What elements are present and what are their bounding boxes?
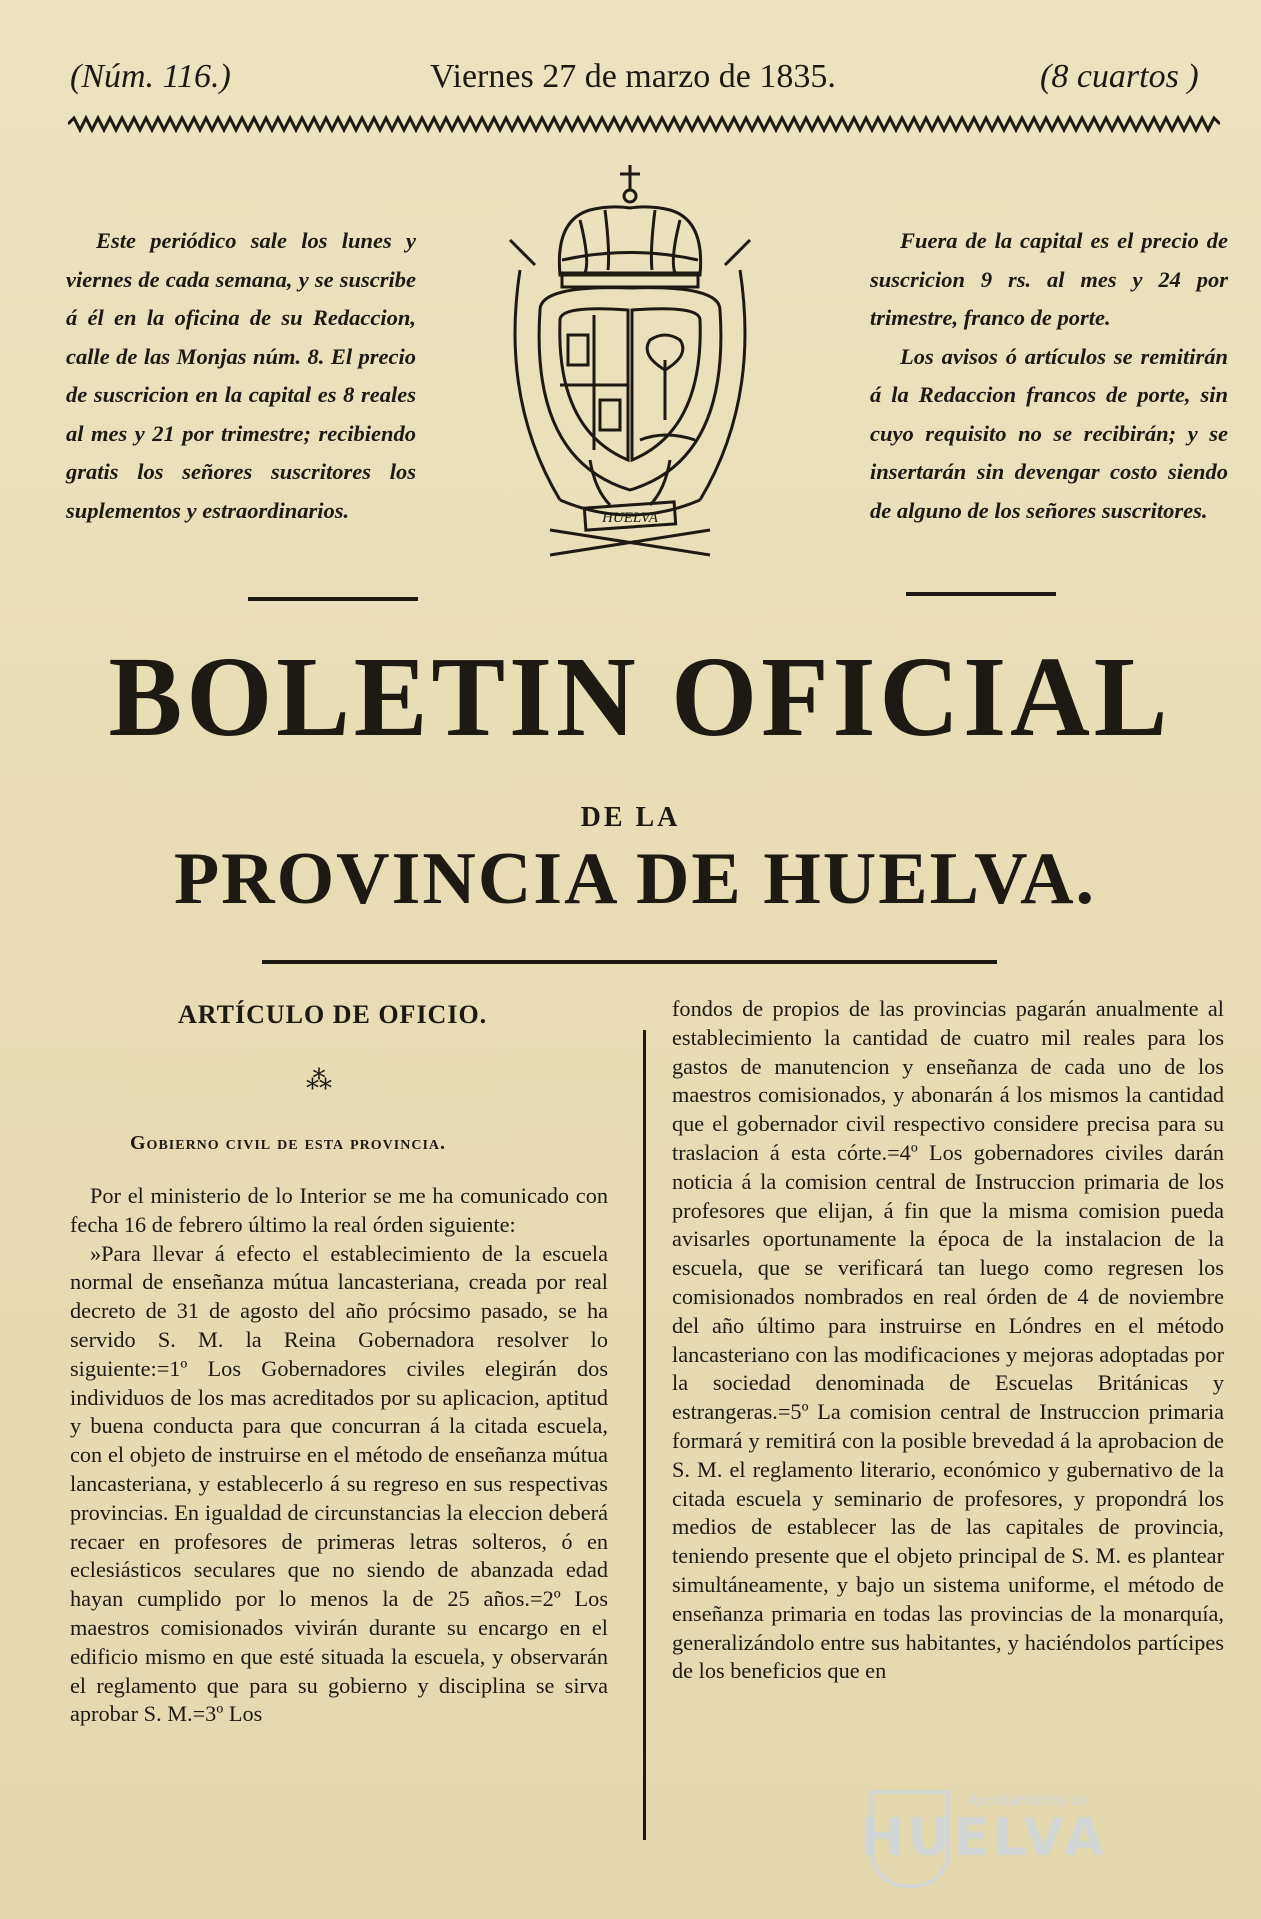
article-paragraph: »Para llevar á efecto el establecimiento de la escuela normal de enseñanza mútua lancasteriana, creada por real decreto de 31 de agosto del año prócsimo pasado, se ha servido S. M. la Reina Gobernadora resolver lo siguiente:=1º Los Gobernadores civiles elegirán dos individuos de los mas acreditados por su aplicacion, aptitud y buena conducta para que concurran á la citada escuela, con el objeto de instruirse en el método de enseñanza mútua lancasteriana, y establecerlo á su regreso en sus respectivas provincias. En igualdad de circunstancias la eleccion deberá recaer en profesores de primeras letras solteros, ó en eclesiásticos seculares que no siendo de abanzada edad hayan cumplido por lo menos la de 25 años.=2º Los maestros comisionados vivirán durante su encargo en el edificio mismo en que esté situada la escuela, y observarán el reglamento que para su gobierno y disciplina se sirva aprobar S. M.=3º Los bbox=[70, 1240, 608, 1727]
header-zigzag-rule bbox=[68, 115, 1220, 133]
article-column-left bbox=[70, 1182, 608, 1729]
article-paragraph: Por el ministerio de lo Interior se me ha comunicado con fecha 16 de febrero último la real órden siguiente: bbox=[70, 1183, 608, 1237]
article-subheading: Gobierno civil de esta provincia. bbox=[130, 1132, 447, 1154]
coat-of-arms-icon bbox=[490, 160, 770, 580]
crest-ribbon-text: HUELVA bbox=[602, 510, 658, 526]
subscription-info-right bbox=[870, 222, 1228, 530]
subscription-info-text: Los avisos ó artículos se remitirán á la Redaccion francos de porte, sin cuyo requisito no se recibirán; y se insertarán sin devengar costo siendo de alguno de los señores suscritores. bbox=[870, 343, 1228, 523]
masthead-de-la: DE LA bbox=[580, 802, 681, 833]
watermark-text: HUELVA bbox=[860, 1808, 1109, 1868]
article-paragraph: fondos de propios de las provincias pagarán anualmente al establecimiento la cantidad de cuatro mil reales para los gastos de manutencion y enseñanza de cada uno de los maestros comisionados, y abonarán á los mismos la cantidad que el gobernador civil respectivo considere precisa para su traslacion á esta córte.=4º Los gobernadores civiles darán noticia á la comision central de Instruccion primaria de los profesores que elijan, á fin que la misma comision pueda avisarles oportunamente la época de la instalacion de la escuela, que se verificará tan luego como regresen los comisionados nombrados en real órden de 4 de noviembre del año último para instruirse en Lóndres en el método lancasteriano con las modificaciones y mejoras adoptadas por la sociedad denominada de Escuelas Británicas y estrangeras.=5º La comision central de Instruccion primaria formará y remitirá con la posible brevedad á la aprobacion de S. M. el reglamento literario, económico y gubernativo de la citada escuela y seminario de profesores, y propondrá los medios de establecer las de las capitales de provincia, teniendo presente que el objeto principal de S. M. es plantear simultáneamente, y bajo un sistema uniforme, el método de enseñanza primaria en todas las provincias de la monarquía, generalizándolo entre sus habitantes, y haciéndolos partícipes de los beneficios que en bbox=[672, 996, 1224, 1684]
article-column-right bbox=[672, 995, 1224, 1686]
watermark-subtext: Ayuntamiento de bbox=[968, 1793, 1088, 1809]
ornament-icon: ⁂ bbox=[306, 1066, 332, 1095]
divider bbox=[906, 592, 1056, 596]
subscription-info-text: Fuera de la capital es el precio de suscricion 9 rs. al mes y 24 por trimestre, franco de porte. bbox=[870, 228, 1228, 330]
divider bbox=[248, 597, 418, 601]
article-heading: ARTÍCULO DE OFICIO. bbox=[178, 1000, 488, 1029]
issue-number: (Núm. 116.) bbox=[70, 58, 231, 95]
issue-date: Viernes 27 de marzo de 1835. bbox=[430, 58, 836, 95]
subscription-info-left bbox=[66, 222, 416, 530]
issue-price: (8 cuartos ) bbox=[1040, 58, 1199, 95]
column-divider bbox=[643, 1030, 646, 1840]
masthead-divider bbox=[262, 960, 997, 964]
subscription-info-text: Este periódico sale los lunes y viernes de cada semana, y se suscribe á él en la oficina de su Redaccion, calle de las Monjas núm. 8. El precio de suscricion en la capital es 8 reales al mes y 21 por trimestre; recibiendo gratis los señores suscritores los suplementos y estraordinarios. bbox=[66, 228, 416, 523]
masthead-title: BOLETIN OFICIAL bbox=[108, 633, 1172, 760]
masthead-province: PROVINCIA DE HUELVA. bbox=[173, 838, 1097, 920]
